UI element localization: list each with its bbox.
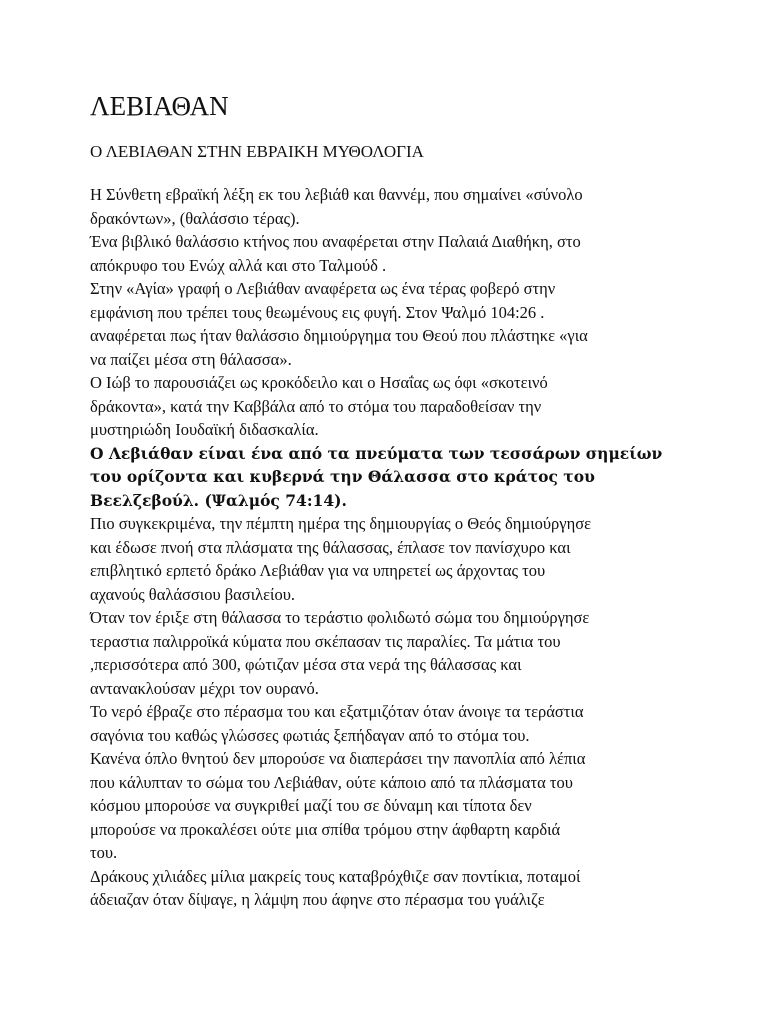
text-line: Το νερό έβραζε στο πέρασμα του και εξατμιζόταν όταν άνοιγε τα τεράστια	[90, 702, 584, 721]
text-line: του.	[90, 843, 118, 862]
bold-text-line: Ο Λεβιάθαν είναι ένα από τα πνεύματα των τεσσάρων σημείων	[90, 443, 663, 463]
text-line: Δράκους χιλιάδες μίλια μακρείς τους καταβρόχθιζε σαν ποντίκια, ποταμοί	[90, 866, 581, 886]
text-line: που κάλυπταν το σώμα του Λεβιάθαν, ούτε κάποιο από τα πλάσματα του	[90, 772, 573, 792]
bold-text-line: Βεελζεβούλ. (Ψαλμός 74:14).	[90, 490, 347, 510]
document-title: ΛΕΒΙΑΘΑΝ	[90, 91, 229, 121]
text-line: σαγόνια του καθώς γλώσσες φωτιάς ξεπήδαγαν από το στόμα του.	[90, 725, 530, 745]
text-line: αναφέρεται πως ήταν θαλάσσιο δημιούργημα του Θεού που πλάστηκε «για	[90, 326, 588, 345]
text-line: δράκοντα», κατά την Καββάλα από το στόμα του παραδοθείσαν την	[90, 396, 542, 416]
text-line: ,περισσότερα από 300, φώτιζαν μέσα στα νερά της θάλασσας και	[90, 655, 522, 674]
text-line: Στην «Αγία» γραφή ο Λεβιάθαν αναφέρετα ως ένα τέρας φοβερό στην	[90, 279, 556, 298]
text-line: Ο Ιώβ το παρουσιάζει ως κροκόδειλο και ο Ησαΐας ως όφι «σκοτεινό	[90, 373, 548, 392]
text-line: μπορούσε να προκαλέσει ούτε μια σπίθα τρόμου στην άφθαρτη καρδιά	[90, 819, 561, 839]
text-line: να παίζει μέσα στη θάλασσα».	[90, 349, 292, 369]
text-line: εμφάνιση που τρέπει τους θεωμένους εις φυγή. Στον Ψαλμό 104:26 .	[90, 302, 545, 322]
text-line: Ένα βιβλικό θαλάσσιο κτήνος που αναφέρεται στην Παλαιά Διαθήκη, στο	[90, 232, 581, 251]
text-line: απόκρυφο του Ενώχ αλλά και στο Ταλμούδ .	[90, 255, 387, 275]
text-line: τεραστια παλιρροϊκά κύματα που σκέπασαν τις παραλίες. Τα μάτια του	[90, 631, 561, 651]
text-line: δρακόντων», (θαλάσσιο τέρας).	[90, 208, 300, 228]
document-subtitle: Ο ΛΕΒΙΑΘΑΝ ΣΤΗΝ ΕΒΡΑΙΚΗ ΜΥΘΟΛΟΓΙΑ	[90, 142, 424, 161]
text-line: αχανούς θαλάσσιου βασιλείου.	[90, 584, 296, 604]
text-line: Όταν τον έριξε στη θάλασσα το τεράστιο φολιδωτό σώμα του δημιούργησε	[90, 608, 590, 627]
text-line: Η Σύνθετη εβραϊκή λέξη εκ του λεβιάθ και θαννέμ, που σημαίνει «σύνολο	[90, 185, 583, 204]
text-line: και έδωσε πνοή στα πλάσματα της θάλασσας, έπλασε τον πανίσχυρο και	[90, 537, 571, 557]
bold-text-line: του ορίζοντα και κυβερνά την Θάλασσα στο κράτος του	[90, 467, 595, 486]
text-line: κόσμου μπορούσε να συγκριθεί μαζί του σε δύναμη και τίποτα δεν	[90, 796, 532, 815]
text-line: αντανακλούσαν μέχρι τον ουρανό.	[90, 678, 319, 698]
text-line: άδειαζαν όταν δίψαγε, η λάμψη που άφηνε στο πέρασμα του γυάλιζε	[90, 890, 545, 909]
text-line: Πιο συγκεκριμένα, την πέμπτη ημέρα της δημιουργίας ο Θεός δημιούργησε	[90, 514, 592, 533]
document-body	[90, 183, 690, 912]
text-line: επιβλητικό ερπετό δράκο Λεβιάθαν για να υπηρετεί ως άρχοντας του	[90, 561, 546, 580]
text-line: Κανένα όπλο θνητού δεν μπορούσε να διαπεράσει την πανοπλία από λέπια	[90, 749, 586, 768]
text-line: μυστηριώδη Ιουδαϊκή διδασκαλία.	[90, 420, 319, 439]
